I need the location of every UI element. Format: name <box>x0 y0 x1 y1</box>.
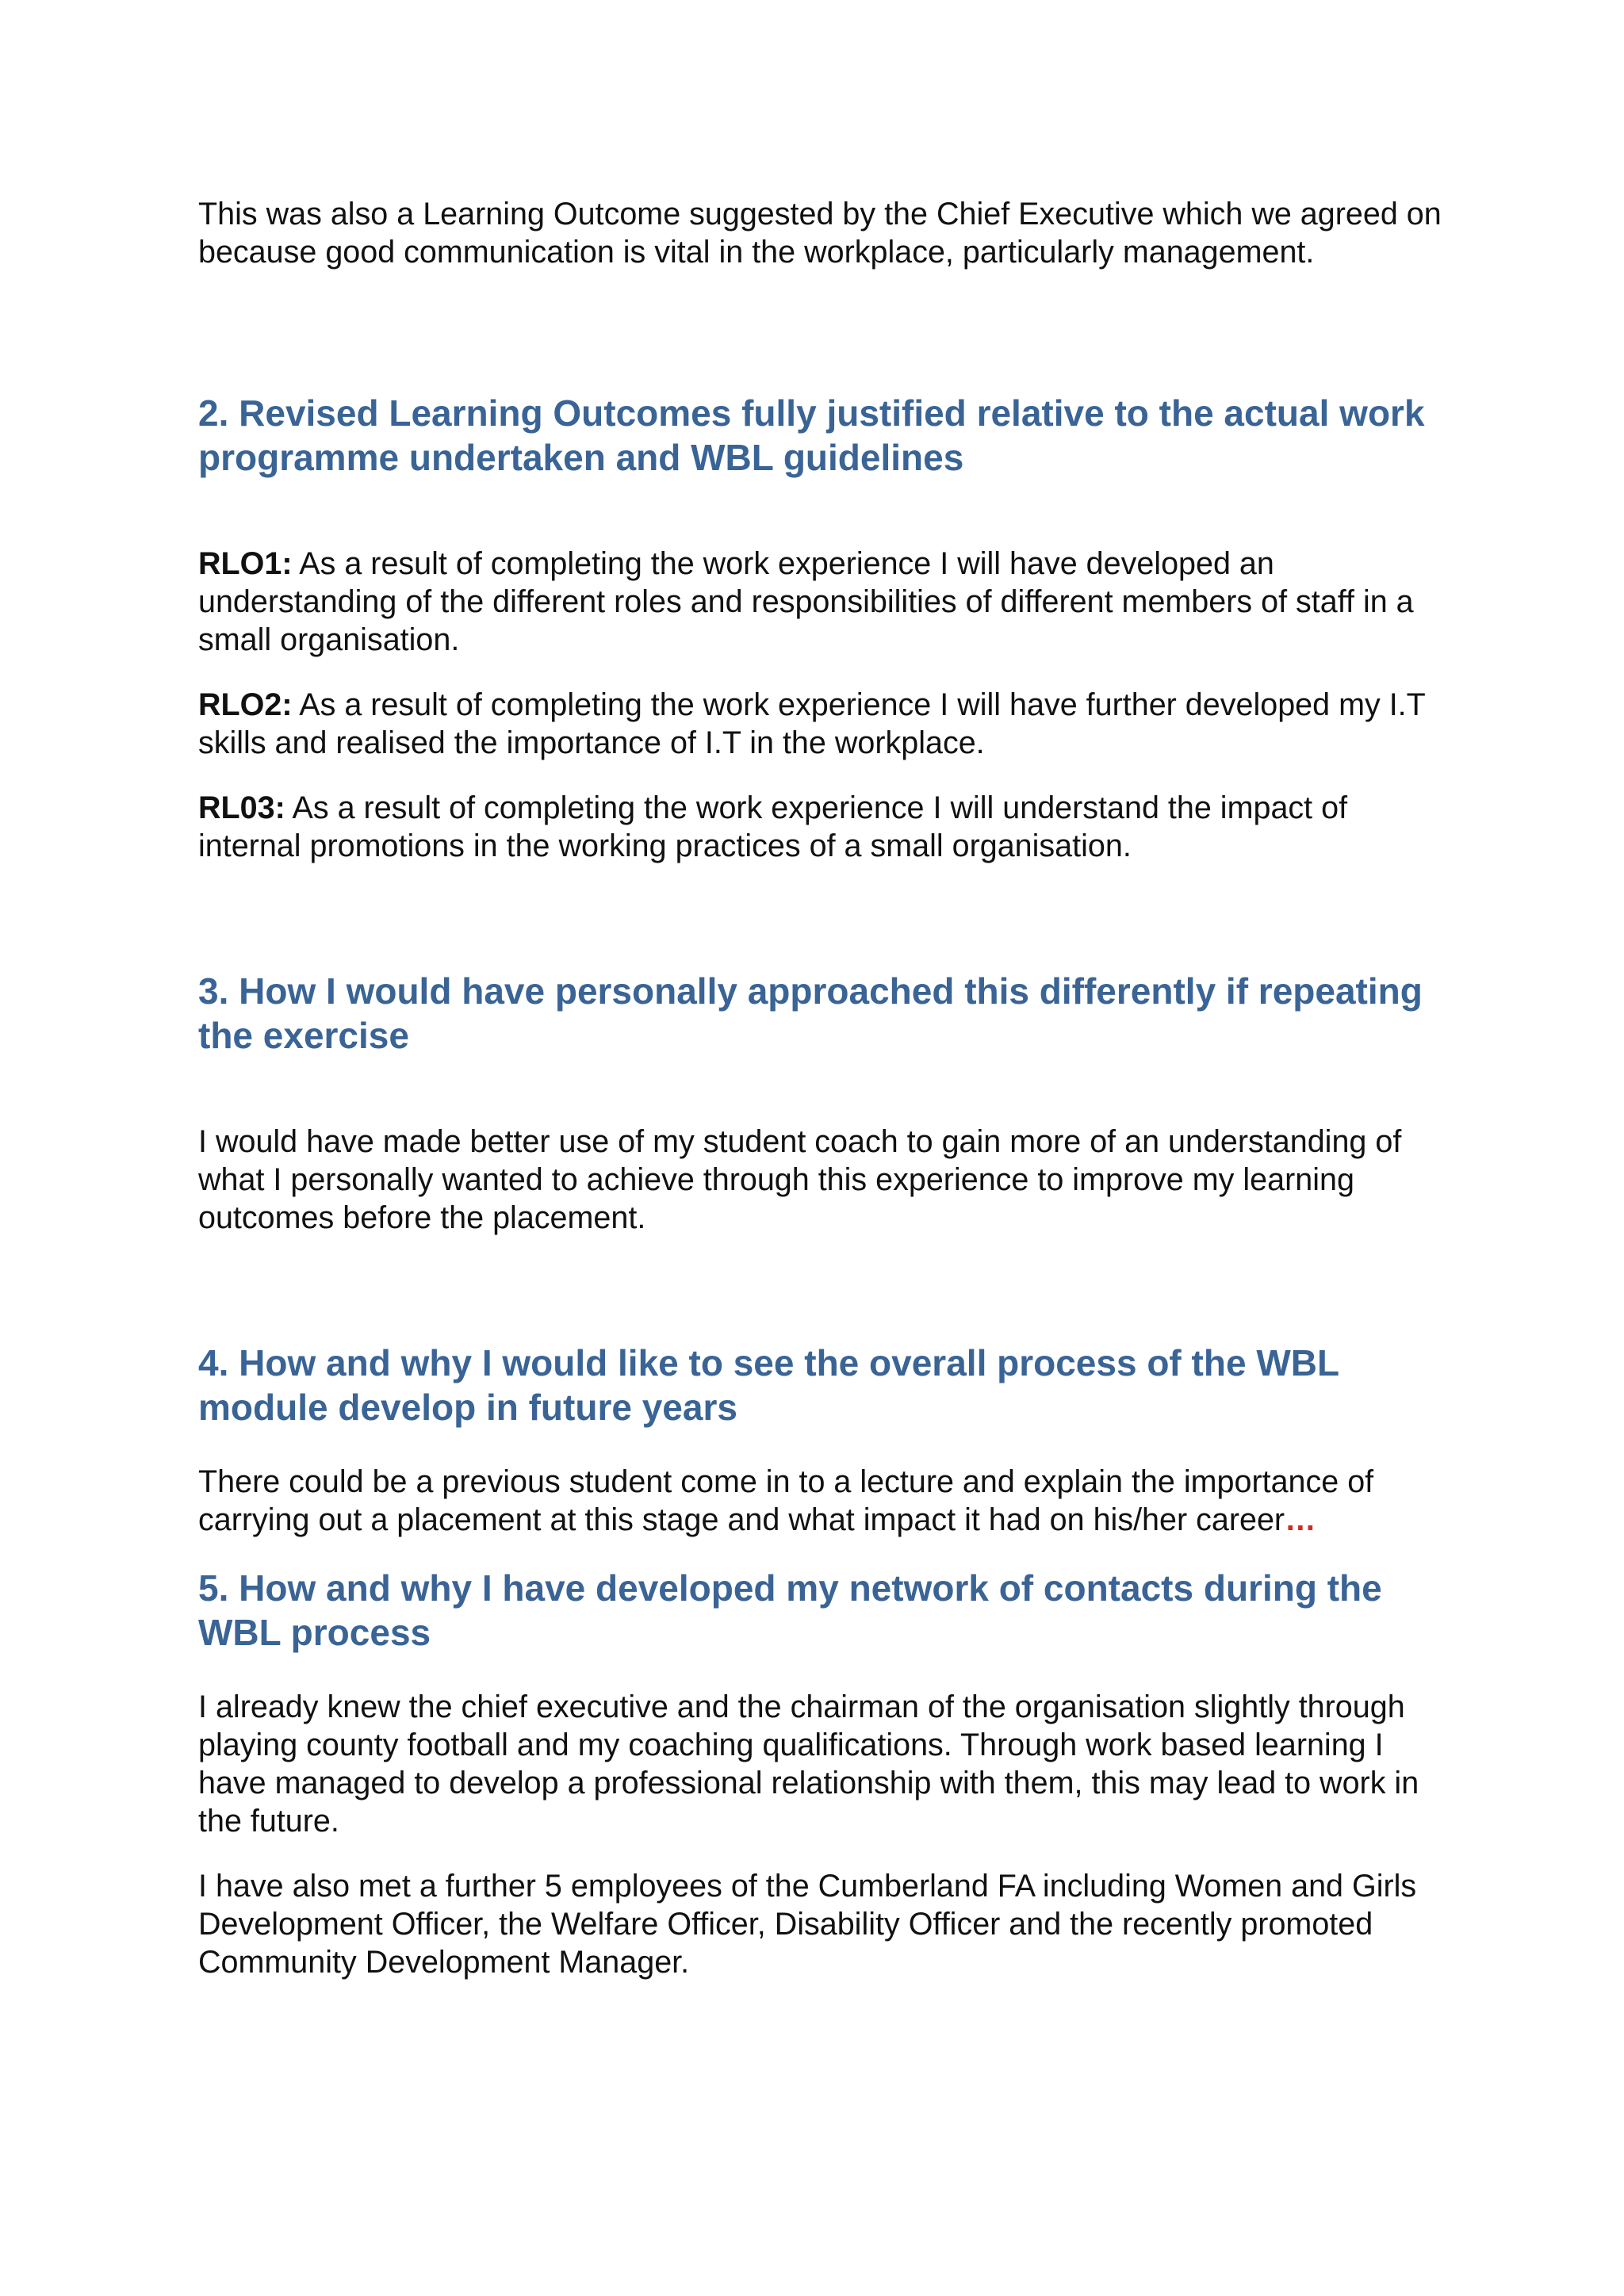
section-4-paragraph <box>198 1463 1451 1539</box>
section-2-heading: 2. Revised Learning Outcomes fully justified relative to the actual work programme undertaken and WBL guidelines <box>198 392 1425 478</box>
section-3-paragraph: I would have made better use of my student coach to gain more of an understanding of what I personally wanted to achieve through this experience to improve my learning outcomes before the placement. <box>198 1124 1402 1235</box>
rlo3-label: RL03: <box>198 790 285 825</box>
section-5-paragraph-1: I already knew the chief executive and the chairman of the organisation slightly through playing county football and my coaching qualifications. Through work based learning I have managed to develop a professional relationship with them, this may lead to work in the future. <box>198 1689 1419 1839</box>
rlo1-text: As a result of completing the work experience I will have developed an understanding of the different roles and responsibilities of different members of staff in a small organisation. <box>198 546 1414 657</box>
section-4-heading: 4. How and why I would like to see the overall process of the WBL module develop in future years <box>198 1342 1339 1428</box>
section-3-heading: 3. How I would have personally approached this differently if repeating the exercise <box>198 970 1423 1056</box>
section-5-paragraph-2: I have also met a further 5 employees of the Cumberland FA including Women and Girls Development Officer, the Welfare Officer, Disability Officer and the recently promoted Community Development Manager. <box>198 1869 1417 1980</box>
intro-paragraph: This was also a Learning Outcome suggested by the Chief Executive which we agreed on because good communication is vital in the workplace, particularly management. <box>198 197 1442 270</box>
rlo1-paragraph <box>198 545 1451 659</box>
rlo3-text: As a result of completing the work experience I will understand the impact of internal promotions in the working practices of a small organisation. <box>198 790 1348 863</box>
rlo2-label: RLO2: <box>198 687 293 722</box>
section-5-heading: 5. How and why I have developed my network of contacts during the WBL process <box>198 1567 1382 1653</box>
rlo2-paragraph <box>198 686 1451 762</box>
ellipsis-mark: … <box>1285 1502 1316 1537</box>
section-4-text: There could be a previous student come in to a lecture and explain the importance of carrying out a placement at this stage and what impact it had on his/her career <box>198 1464 1374 1537</box>
rlo3-paragraph <box>198 789 1451 865</box>
document-page <box>198 195 1451 1981</box>
rlo2-text: As a result of completing the work experience I will have further developed my I.T skills and realised the importance of I.T in the workplace. <box>198 687 1426 760</box>
rlo1-label: RLO1: <box>198 546 293 581</box>
